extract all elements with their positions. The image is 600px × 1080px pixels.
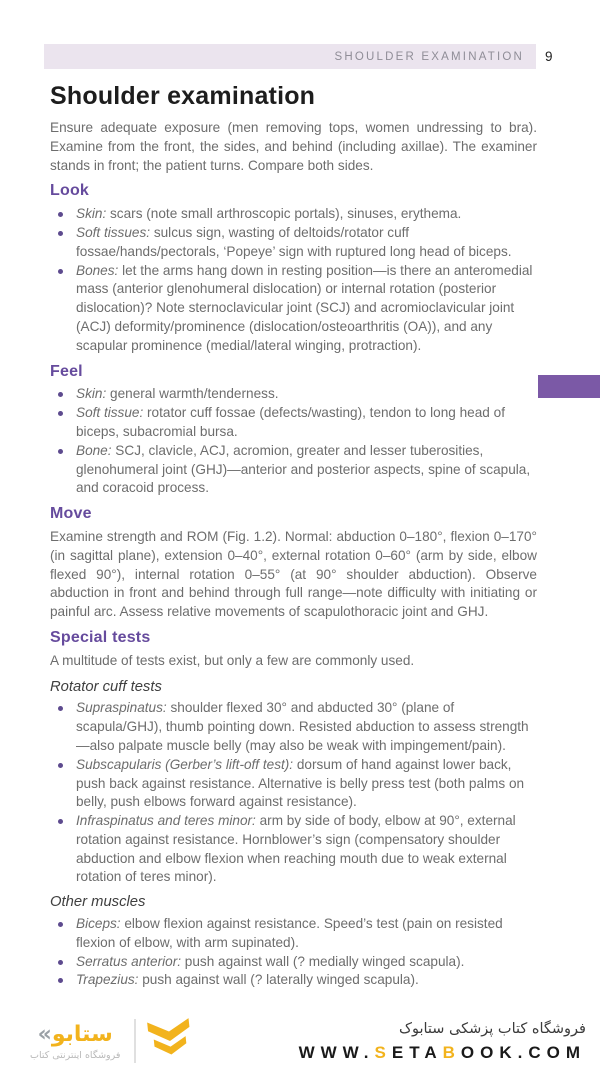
logo-wordmark (30, 1022, 120, 1048)
other-muscles-bullet-list (50, 915, 537, 990)
bullet-item (76, 442, 537, 498)
bullet-item (76, 971, 537, 990)
bullet-lead: Skin: (76, 386, 107, 402)
bullet-item (76, 756, 537, 812)
bullet-item (76, 953, 537, 972)
bullet-lead: Serratus anterior: (76, 953, 182, 969)
bullet-text: dorsum of hand against lower back, push back against resistance. Alternative is belly press test (both palms on belly, push elbows forward against resistance). (76, 756, 525, 810)
rotator-cuff-bullet-list (50, 699, 537, 887)
logo-divider (134, 1019, 136, 1063)
bullet-item (76, 812, 537, 887)
bullet-lead: Subscapularis (Gerber’s lift-off test): (76, 756, 294, 772)
running-header-text: SHOULDER EXAMINATION (334, 50, 524, 63)
url-segment: OOK.COM (460, 1043, 586, 1062)
bullet-lead: Infraspinatus and teres minor: (76, 813, 256, 829)
bullet-item (76, 224, 537, 262)
bullet-text: rotator cuff fossae (defects/wasting), tendon to long head of biceps, subacromial bursa. (76, 405, 505, 439)
bullet-text: push against wall (? medially winged scapula). (181, 953, 465, 969)
bullet-lead: Trapezius: (76, 972, 139, 988)
bullet-lead: Bone: (76, 442, 112, 458)
bullet-lead: Bones: (76, 262, 119, 278)
watermark-footer (0, 1013, 600, 1080)
bullet-text: general warmth/tenderness. (106, 386, 279, 402)
bullet-item (76, 699, 537, 755)
footer-tagline: فروشگاه کتاب پزشکی ستابوک (398, 1021, 586, 1037)
subsection-heading-rotator-cuff: Rotator cuff tests (50, 678, 162, 695)
logo-subtitle: فروشگاه اینترنتی کتاب (30, 1049, 121, 1061)
page-title: Shoulder examination (50, 82, 316, 110)
intro-paragraph: Ensure adequate exposure (men removing tops, women undressing to bra). Examine from the front, the sides, and behind (including axillae). The examiner stands in front; the patient turns. Compare both sides. (50, 120, 537, 173)
subsection-heading-other-muscles: Other muscles (50, 894, 146, 911)
bullet-text: arm by side of body, elbow at 90°, external rotation against resistance. Hornblower’s sign (compensatory shoulder abduction and elbow flexion when reaching mouth due to weak external rotation of teres minor). (76, 813, 516, 885)
url-segment-accent: S (374, 1043, 392, 1062)
bullet-item (76, 205, 537, 224)
feel-bullet-list (50, 385, 537, 498)
bullet-lead: Soft tissue: (76, 405, 144, 421)
section-heading-move: Move (50, 505, 92, 523)
bullet-lead: Biceps: (76, 916, 121, 932)
url-segment-accent: B (442, 1043, 461, 1062)
move-paragraph: Examine strength and ROM (Fig. 1.2). Normal: abduction 0–180°, flexion 0–170° (in sagittal plane), extension 0–40°, external rotation 0–60° (arm by side, elbow flexed 90°), internal rotation 0–55° (at 90° shoulder abduction). Observe abduction in front and behind through full range—note difficulty with initiating or painful arc. Assess relative movements of scapulothoracic joint and GHJ. (50, 528, 537, 620)
look-bullet-list (50, 205, 537, 355)
section-heading-look: Look (50, 182, 90, 200)
special-tests-intro: A multitude of tests exist, but only a few are commonly used. (50, 652, 415, 668)
bullet-text: let the arms hang down in resting position—is there an anteromedial mass (anterior glenohumeral dislocation) or internal rotation (posterior dislocation)? Note sternoclavicular joint (SCJ) and acromioclavicular joint (ACJ) deformity/prominence (dislocation/osteoarthritis (OA)), and any scapular prominence (medial/lateral winging, protraction). (76, 262, 533, 353)
logo-wordmark-text: ستابو (51, 1021, 113, 1047)
section-heading-feel: Feel (50, 362, 83, 380)
bullet-text: shoulder flexed 30° and abducted 30° (plane of scapula/GHJ), thumb pointing down. Resisted abduction to assess strength—also palpate muscle belly (may also be weak with impingement/pain). (76, 700, 529, 753)
bullet-text: SCJ, clavicle, ACJ, acromion, greater and lesser tuberosities, glenohumeral joint (GHJ)—anterior and posterior aspects, spine of scapula, and coracoid process. (76, 442, 531, 496)
bullet-item (76, 915, 537, 953)
bullet-item (76, 385, 537, 404)
logo-text-block (30, 1022, 120, 1061)
footer-url (299, 1040, 586, 1066)
chevron-emblem-icon (144, 1015, 197, 1068)
bullet-text: scars (note small arthroscopic portals), sinuses, erythema. (106, 206, 462, 222)
logo-guillemet-glyph: « (37, 1021, 52, 1047)
url-segment: WWW. (298, 1043, 375, 1062)
url-segment: ETA (391, 1043, 443, 1062)
page-number: 9 (545, 49, 553, 64)
bullet-lead: Supraspinatus: (76, 700, 167, 716)
setabook-logo (30, 1017, 194, 1065)
running-header-bar (44, 44, 536, 69)
section-heading-special-tests: Special tests (50, 628, 151, 646)
bullet-lead: Skin: (76, 206, 107, 222)
bullet-text: sulcus sign, wasting of deltoids/rotator cuff fossae/hands/pectorals, ‘Popeye’ sign with ruptured long head of biceps. (76, 224, 512, 259)
bullet-text: push against wall (? laterally winged scapula). (138, 972, 419, 988)
chapter-side-tab (538, 375, 600, 398)
bullet-lead: Soft tissues: (76, 224, 151, 240)
bullet-item (76, 262, 537, 356)
page-content (50, 82, 537, 995)
bullet-item (76, 404, 537, 442)
bullet-text: elbow flexion against resistance. Speed’s test (pain on resisted flexion of elbow, with arm supinated). (76, 916, 503, 950)
footer-text-block (299, 1018, 586, 1066)
